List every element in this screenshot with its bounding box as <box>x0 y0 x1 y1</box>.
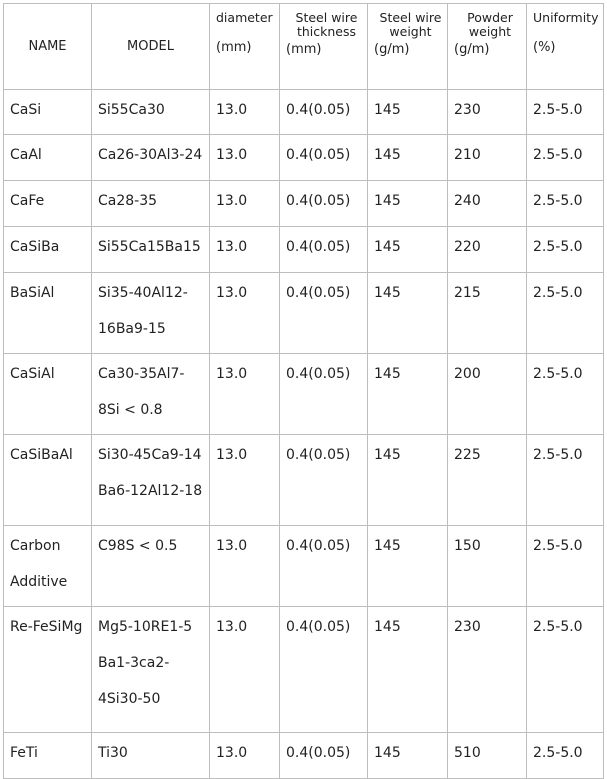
cell-value: 13.0 <box>216 193 248 209</box>
cell-uniformity <box>527 181 604 227</box>
cell-model <box>92 354 210 435</box>
cell-model <box>92 273 210 354</box>
cell-value: 2.5-5.0 <box>533 619 583 635</box>
cell-model <box>92 435 210 526</box>
cell-thickness <box>280 135 368 181</box>
cell-value: 145 <box>374 447 401 463</box>
cell-value: 13.0 <box>216 447 248 463</box>
cell-line: BaSiAl <box>10 285 55 301</box>
cell-line: FeTi <box>10 745 38 761</box>
cell-uniformity <box>527 435 604 526</box>
cell-value: 145 <box>374 619 401 635</box>
cell-value: 145 <box>374 745 401 761</box>
cell-weight <box>368 526 448 607</box>
cell-value: 145 <box>374 538 401 554</box>
cell-line: Si35-40Al12- <box>98 285 188 301</box>
cell-name <box>4 135 92 181</box>
header-uniformity: Uniformity (%) <box>527 4 604 90</box>
cell-value: 2.5-5.0 <box>533 366 583 382</box>
cell-line: Re-FeSiMg <box>10 619 83 635</box>
cell-value: 13.0 <box>216 285 248 301</box>
cell-powder <box>448 435 527 526</box>
cell-value: 220 <box>454 239 481 255</box>
cell-line: CaFe <box>10 193 45 209</box>
cell-thickness <box>280 435 368 526</box>
table-row <box>4 90 604 135</box>
cell-powder <box>448 607 527 733</box>
cell-value: 225 <box>454 447 481 463</box>
cell-value: 2.5-5.0 <box>533 447 583 463</box>
cell-model <box>92 181 210 227</box>
cell-line: C98S < 0.5 <box>98 538 178 554</box>
cell-name <box>4 273 92 354</box>
cell-powder <box>448 90 527 135</box>
cell-model <box>92 526 210 607</box>
cell-value: 2.5-5.0 <box>533 745 583 761</box>
cell-value: 230 <box>454 102 481 118</box>
cell-line: Si30-45Ca9-14 <box>98 447 202 463</box>
cell-line: CaAl <box>10 147 42 163</box>
cell-line: Ti30 <box>98 745 128 761</box>
cell-value: 2.5-5.0 <box>533 239 583 255</box>
cell-diameter <box>210 135 280 181</box>
cell-line: CaSi <box>10 102 42 118</box>
cell-name <box>4 354 92 435</box>
cell-value: 215 <box>454 285 481 301</box>
cell-line: 16Ba9-15 <box>98 321 166 337</box>
cell-weight <box>368 273 448 354</box>
cell-diameter <box>210 526 280 607</box>
cell-value: 510 <box>454 745 481 761</box>
cell-name <box>4 733 92 779</box>
table-row <box>4 227 604 273</box>
cell-name <box>4 435 92 526</box>
table-row <box>4 181 604 227</box>
cell-diameter <box>210 435 280 526</box>
cell-weight <box>368 135 448 181</box>
cell-thickness <box>280 526 368 607</box>
cell-value: 150 <box>454 538 481 554</box>
cell-line: Ba1-3ca2- <box>98 655 170 671</box>
cell-value: 0.4(0.05) <box>286 102 351 118</box>
cell-line: Si55Ca30 <box>98 102 165 118</box>
cell-uniformity <box>527 90 604 135</box>
cell-value: 0.4(0.05) <box>286 193 351 209</box>
cell-line: Ca30-35Al7- <box>98 366 185 382</box>
cell-weight <box>368 227 448 273</box>
cell-model <box>92 90 210 135</box>
cell-value: 2.5-5.0 <box>533 285 583 301</box>
cell-value: 0.4(0.05) <box>286 447 351 463</box>
cell-line: Si55Ca15Ba15 <box>98 239 201 255</box>
cell-line: Ca28-35 <box>98 193 158 209</box>
cell-value: 145 <box>374 285 401 301</box>
cell-thickness <box>280 733 368 779</box>
cell-value: 145 <box>374 102 401 118</box>
cell-value: 230 <box>454 619 481 635</box>
cell-weight <box>368 181 448 227</box>
cell-value: 13.0 <box>216 538 248 554</box>
cell-powder <box>448 354 527 435</box>
cell-weight <box>368 90 448 135</box>
cell-value: 210 <box>454 147 481 163</box>
header-weight: Steel wire weight (g/m) <box>368 4 448 90</box>
cell-value: 2.5-5.0 <box>533 538 583 554</box>
cell-powder <box>448 526 527 607</box>
cell-thickness <box>280 354 368 435</box>
cell-name <box>4 227 92 273</box>
cell-uniformity <box>527 733 604 779</box>
cell-name <box>4 90 92 135</box>
cell-name <box>4 181 92 227</box>
cell-uniformity <box>527 354 604 435</box>
header-row <box>4 4 604 90</box>
cell-line: CaSiAl <box>10 366 55 382</box>
cell-value: 13.0 <box>216 102 248 118</box>
cell-uniformity <box>527 607 604 733</box>
cell-thickness <box>280 181 368 227</box>
table-row <box>4 526 604 607</box>
cell-value: 0.4(0.05) <box>286 745 351 761</box>
cell-powder <box>448 135 527 181</box>
cell-thickness <box>280 227 368 273</box>
cell-value: 2.5-5.0 <box>533 193 583 209</box>
cell-thickness <box>280 273 368 354</box>
cell-diameter <box>210 273 280 354</box>
cell-model <box>92 733 210 779</box>
cell-name <box>4 607 92 733</box>
cell-uniformity <box>527 526 604 607</box>
cell-line: CaSiBa <box>10 239 60 255</box>
cell-value: 13.0 <box>216 239 248 255</box>
cell-value: 13.0 <box>216 366 248 382</box>
cell-value: 13.0 <box>216 745 248 761</box>
table-row <box>4 607 604 733</box>
cell-uniformity <box>527 135 604 181</box>
cell-powder <box>448 181 527 227</box>
cell-model <box>92 607 210 733</box>
cell-value: 2.5-5.0 <box>533 147 583 163</box>
cell-line: 4Si30-50 <box>98 691 161 707</box>
cell-value: 0.4(0.05) <box>286 285 351 301</box>
cell-value: 13.0 <box>216 619 248 635</box>
cell-value: 0.4(0.05) <box>286 147 351 163</box>
table-row <box>4 273 604 354</box>
cell-uniformity <box>527 273 604 354</box>
cell-thickness <box>280 607 368 733</box>
cell-diameter <box>210 733 280 779</box>
cell-powder <box>448 273 527 354</box>
cell-value: 0.4(0.05) <box>286 619 351 635</box>
cell-uniformity <box>527 227 604 273</box>
cell-line: Additive <box>10 574 68 590</box>
cell-powder <box>448 733 527 779</box>
cell-value: 145 <box>374 147 401 163</box>
cell-value: 0.4(0.05) <box>286 538 351 554</box>
cell-value: 200 <box>454 366 481 382</box>
cell-line: Ba6-12Al12-18 <box>98 483 203 499</box>
header-thickness: Steel wire thickness (mm) <box>280 4 368 90</box>
cell-model <box>92 135 210 181</box>
cell-value: 0.4(0.05) <box>286 239 351 255</box>
cell-diameter <box>210 90 280 135</box>
header-diameter: diameter (mm) <box>210 4 280 90</box>
table-row <box>4 135 604 181</box>
cell-weight <box>368 733 448 779</box>
cell-value: 145 <box>374 366 401 382</box>
cell-value: 145 <box>374 193 401 209</box>
table-row <box>4 435 604 526</box>
cell-line: 8Si < 0.8 <box>98 402 163 418</box>
cell-value: 145 <box>374 239 401 255</box>
cell-weight <box>368 607 448 733</box>
header-powder: Powder weight (g/m) <box>448 4 527 90</box>
cell-line: Carbon <box>10 538 61 554</box>
cell-diameter <box>210 354 280 435</box>
header-model: MODEL <box>92 4 210 90</box>
cell-diameter <box>210 607 280 733</box>
cell-value: 0.4(0.05) <box>286 366 351 382</box>
cell-diameter <box>210 227 280 273</box>
cell-thickness <box>280 90 368 135</box>
cell-value: 2.5-5.0 <box>533 102 583 118</box>
cell-weight <box>368 435 448 526</box>
table-row <box>4 354 604 435</box>
cell-line: CaSiBaAl <box>10 447 73 463</box>
cell-diameter <box>210 181 280 227</box>
cell-model <box>92 227 210 273</box>
table-row <box>4 733 604 779</box>
cell-value: 240 <box>454 193 481 209</box>
cell-line: Mg5-10RE1-5 <box>98 619 193 635</box>
cell-value: 13.0 <box>216 147 248 163</box>
spec-table <box>3 3 604 779</box>
cell-weight <box>368 354 448 435</box>
cell-name <box>4 526 92 607</box>
header-name: NAME <box>4 4 92 90</box>
cell-powder <box>448 227 527 273</box>
cell-line: Ca26-30Al3-24 <box>98 147 203 163</box>
